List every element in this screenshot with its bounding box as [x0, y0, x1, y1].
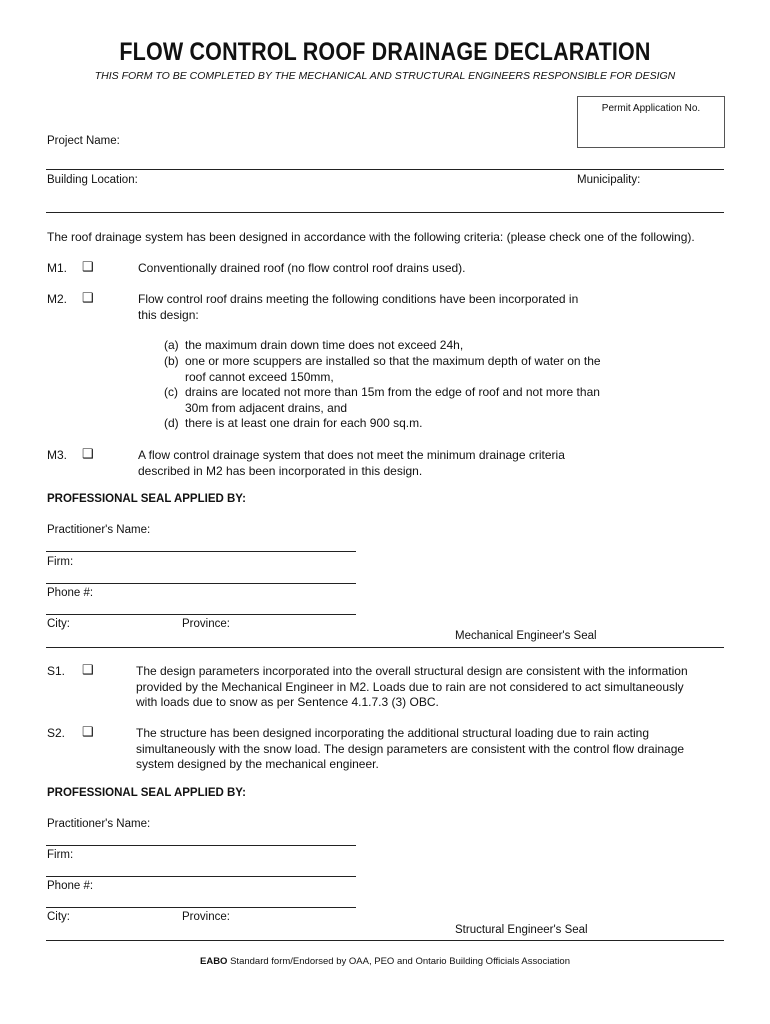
- m3-checkbox[interactable]: ❑: [82, 446, 94, 461]
- form-footer: [0, 956, 770, 967]
- seal-2-firm-line[interactable]: [46, 876, 356, 877]
- m1-text: Conventionally drained roof (no flow control roof drains used).: [138, 261, 466, 275]
- m1-checkbox[interactable]: ❑: [82, 259, 94, 274]
- m2-condition-b-mark: (b): [164, 354, 179, 368]
- s2-text-line-1: The structure has been designed incorporating the additional structural loading due to rain acting: [136, 726, 649, 740]
- m1-code: M1.: [47, 261, 68, 275]
- seal-2-province-label: Province:: [182, 911, 230, 923]
- seal-1-province-label: Province:: [182, 618, 230, 630]
- seal-2-city-label: City:: [47, 911, 70, 923]
- footer-brand: EABO: [200, 956, 228, 967]
- s2-text-line-2: simultaneously with the snow load. The design parameters are consistent with the control flow drainage: [136, 742, 685, 756]
- s2-checkbox[interactable]: ❑: [82, 724, 94, 739]
- seal-1-practitioner-line[interactable]: [46, 551, 356, 552]
- m2-checkbox[interactable]: ❑: [82, 290, 94, 305]
- criteria-intro: The roof drainage system has been designed in accordance with the following criteria: (please check one of the following).: [47, 230, 695, 244]
- m3-code: M3.: [47, 448, 68, 462]
- s1-text-line-3: with loads due to snow as per Sentence 4.1.7.3 (3) OBC.: [136, 695, 439, 709]
- m2-condition-c-text-cont: 30m from adjacent drains, and: [185, 401, 348, 415]
- m2-text-line-2: this design:: [138, 308, 199, 322]
- s1-text-line-2: provided by the Mechanical Engineer in M2. Loads due to rain are not considered to act simultaneously: [136, 680, 684, 694]
- m3-text-line-2: described in M2 has been incorporated in this design.: [138, 464, 423, 478]
- seal-1-firm-label: Firm:: [47, 556, 74, 568]
- seal-2-divider: [46, 940, 724, 941]
- footer-text: Standard form/Endorsed by OAA, PEO and Ontario Building Officials Association: [227, 956, 570, 967]
- m2-condition-b-text-cont: roof cannot exceed 150mm,: [185, 370, 334, 384]
- seal-1-practitioner-label: Practitioner's Name:: [47, 524, 151, 536]
- seal-2-practitioner-label: Practitioner's Name:: [47, 818, 151, 830]
- permit-application-box[interactable]: [577, 96, 725, 148]
- project-name-label: Project Name:: [47, 135, 120, 147]
- seal-1-phone-label: Phone #:: [47, 587, 94, 599]
- seal-1-firm-line[interactable]: [46, 583, 356, 584]
- m2-condition-d-mark: (d): [164, 416, 179, 430]
- s2-text-line-3: system designed by the mechanical engineer.: [136, 757, 379, 771]
- m2-condition-c-mark: (c): [164, 385, 178, 399]
- seal-1-heading: PROFESSIONAL SEAL APPLIED BY:: [47, 493, 246, 505]
- s1-checkbox[interactable]: ❑: [82, 662, 94, 677]
- m2-code: M2.: [47, 292, 68, 306]
- m3-text-line-1: A flow control drainage system that does not meet the minimum drainage criteria: [138, 448, 565, 462]
- seal-1-phone-line[interactable]: [46, 614, 356, 615]
- s2-code: S2.: [47, 726, 66, 740]
- seal-1-city-label: City:: [47, 618, 70, 630]
- structural-engineer-seal-label: Structural Engineer's Seal: [455, 924, 588, 936]
- mechanical-engineer-seal-label: Mechanical Engineer's Seal: [455, 630, 597, 642]
- seal-2-phone-line[interactable]: [46, 907, 356, 908]
- s1-text-line-1: The design parameters incorporated into the overall structural design are consistent with the information: [136, 664, 688, 678]
- seal-2-firm-label: Firm:: [47, 849, 74, 861]
- m2-text-line-1: Flow control roof drains meeting the following conditions have been incorporated in: [138, 292, 579, 306]
- form-subtitle: THIS FORM TO BE COMPLETED BY THE MECHANICAL AND STRUCTURAL ENGINEERS RESPONSIBLE FOR DESIGN: [94, 70, 676, 82]
- permit-application-label: Permit Application No.: [601, 103, 701, 114]
- m2-condition-d-text: there is at least one drain for each 900 sq.m.: [185, 416, 423, 430]
- building-location-line[interactable]: [46, 212, 724, 213]
- m2-condition-a-text: the maximum drain down time does not exceed 24h,: [185, 338, 464, 352]
- m2-condition-b-text: one or more scuppers are installed so that the maximum depth of water on the: [185, 354, 601, 368]
- project-name-line[interactable]: [46, 169, 724, 170]
- m2-condition-c-text: drains are located not more than 15m from the edge of roof and not more than: [185, 385, 600, 399]
- m2-condition-a-mark: (a): [164, 338, 179, 352]
- s1-code: S1.: [47, 664, 66, 678]
- seal-2-practitioner-line[interactable]: [46, 845, 356, 846]
- building-location-label: Building Location:: [47, 174, 138, 186]
- municipality-label: Municipality:: [577, 174, 641, 186]
- form-title: FLOW CONTROL ROOF DRAINAGE DECLARATION: [119, 38, 651, 66]
- seal-2-phone-label: Phone #:: [47, 880, 94, 892]
- seal-1-divider: [46, 647, 724, 648]
- seal-2-heading: PROFESSIONAL SEAL APPLIED BY:: [47, 787, 246, 799]
